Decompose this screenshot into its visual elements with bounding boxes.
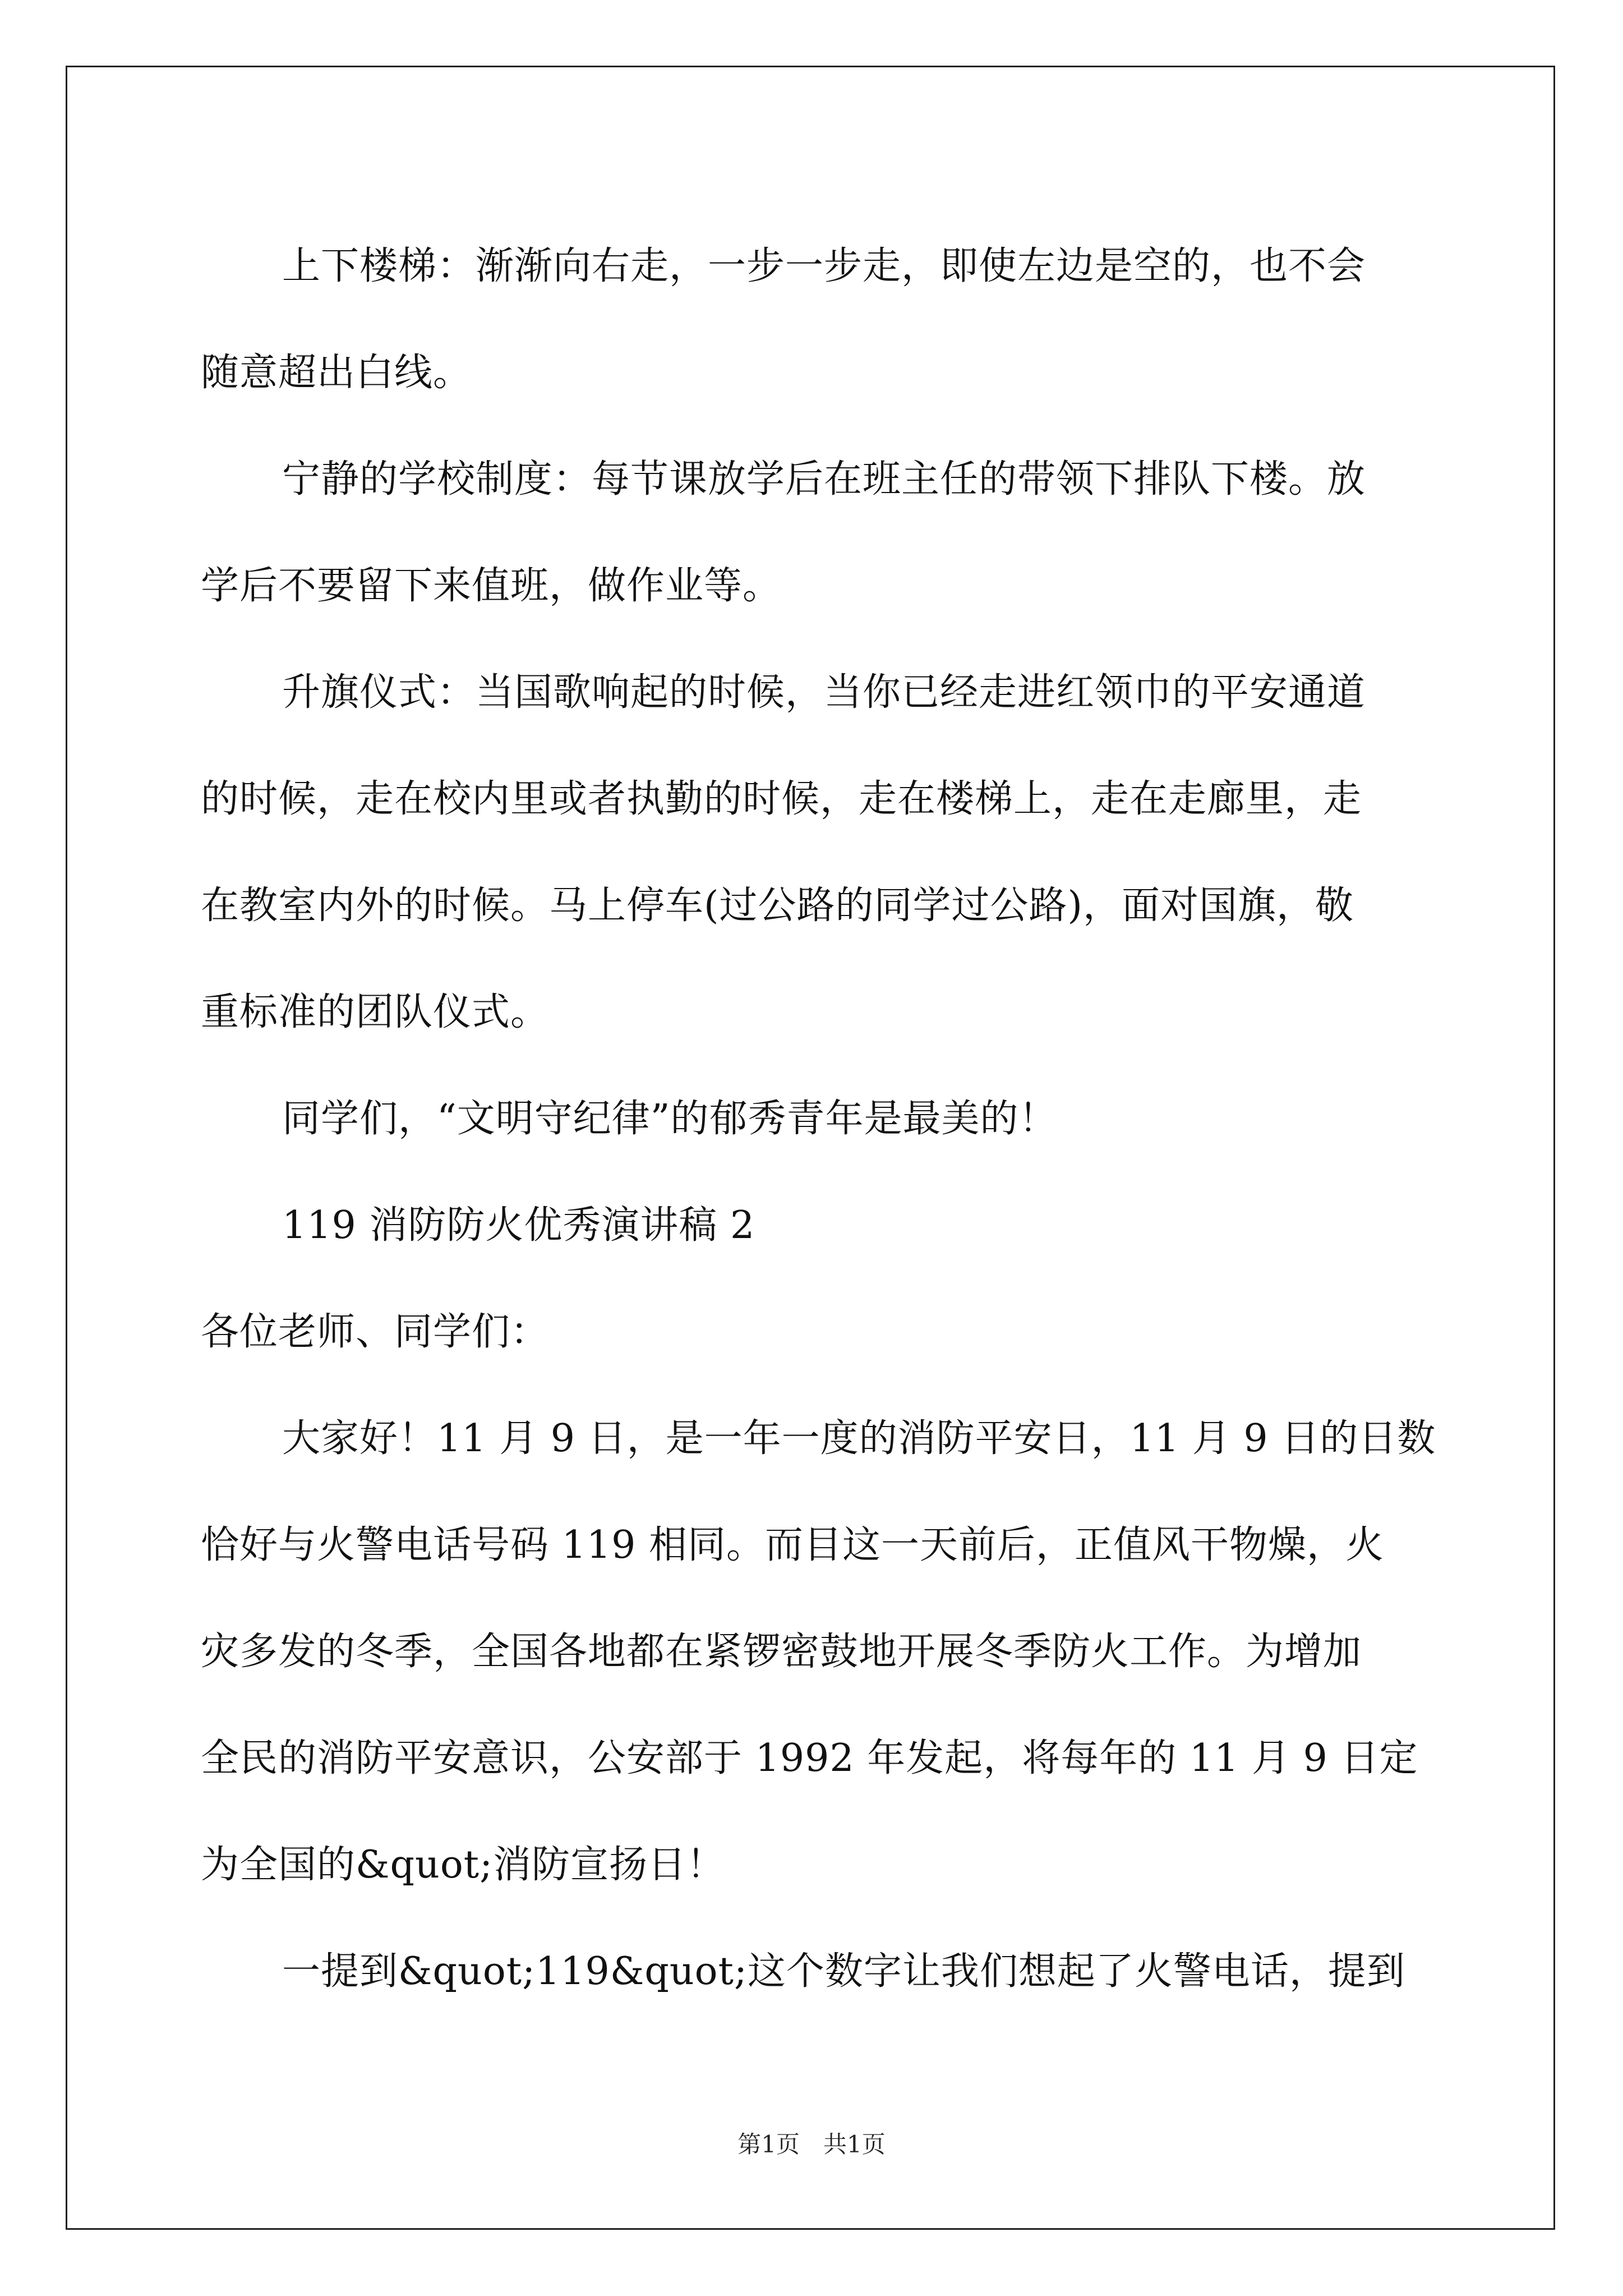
text-line: 恰好与火警电话号码 119 相同。而目这一天前后，正值风干物燥，火 (201, 1523, 1385, 1567)
text-line: 宁静的学校制度：每节课放学后在班主任的带领下排队下楼。放 (282, 457, 1366, 501)
paragraph-119 (201, 1918, 1435, 2025)
section-title (201, 1172, 1435, 1279)
text-line: 灾多发的冬季，全国各地都在紧锣密鼓地开展冬季防火工作。为增加 (201, 1630, 1362, 1674)
salutation-text: 各位老师、同学们： (201, 1310, 550, 1354)
text-line: 大家好！11 月 9 日，是一年一度的消防平安日，11 月 9 日的日数 (282, 1416, 1436, 1461)
text-line: 重标准的团队仪式。 (201, 990, 550, 1034)
paragraph-stairs (201, 213, 1435, 426)
page-number: 第1页 共1页 (737, 2131, 886, 2158)
text-line: 升旗仪式：当国歌响起的时候，当你已经走进红领巾的平安通道 (282, 670, 1366, 715)
text-line: 随意超出白线。 (201, 351, 472, 395)
text-line: 在教室内外的时候。马上停车(过公路的同学过公路)，面对国旗，敬 (201, 884, 1354, 928)
text-line: 上下楼梯：渐渐向右走，一步一步走，即使左边是空的，也不会 (282, 244, 1366, 288)
paragraph-fire-day (201, 1386, 1435, 1918)
document-body (201, 213, 1435, 2025)
paragraph-school-rules (201, 426, 1435, 639)
paragraph-flag-ceremony (201, 639, 1435, 1066)
text-line: 的时候，走在校内里或者执勤的时候，走在楼梯上，走在走廊里，走 (201, 777, 1362, 821)
text-line: 同学们，“文明守纪律”的郁秀青年是最美的！ (282, 1097, 1058, 1141)
paragraph-closing-remark (201, 1066, 1435, 1172)
text-line: 学后不要留下来值班，做作业等。 (201, 564, 782, 608)
text-line: 全民的消防平安意识，公安部于 1992 年发起，将每年的 11 月 9 日定 (201, 1736, 1418, 1780)
text-line: 一提到&quot;119&quot;这个数字让我们想起了火警电话，提到 (282, 1949, 1405, 1994)
section-title-text: 119 消防防火优秀演讲稿 2 (282, 1203, 755, 1248)
text-line: 为全国的&quot;消防宣扬日！ (201, 1843, 726, 1887)
salutation (201, 1279, 1435, 1386)
